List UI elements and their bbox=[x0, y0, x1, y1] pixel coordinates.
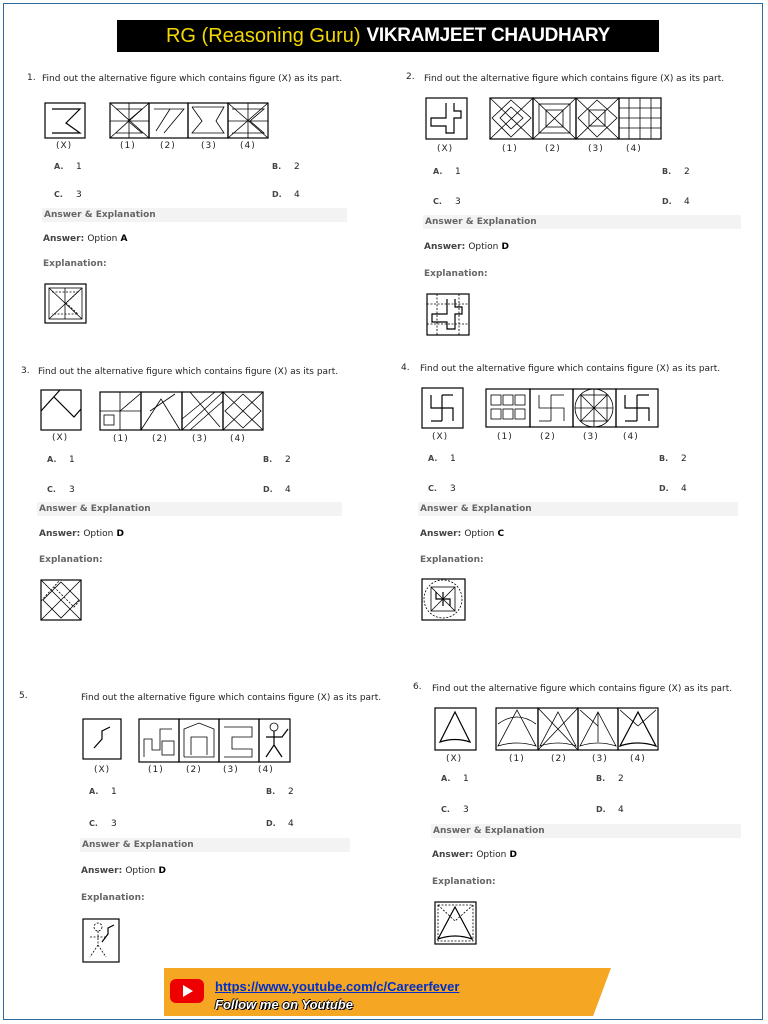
label-1: (1) bbox=[113, 434, 129, 444]
explanation-figure bbox=[434, 901, 478, 947]
label-x: (X) bbox=[432, 432, 449, 442]
option-c: C. 3 bbox=[47, 485, 75, 495]
explanation-label: Explanation: bbox=[420, 555, 484, 565]
answer-line: Answer: Option A bbox=[43, 234, 128, 244]
youtube-link[interactable]: https://www.youtube.com/c/Careerfever bbox=[215, 979, 460, 994]
answer-line: Answer: Option D bbox=[432, 850, 517, 860]
explanation-figure bbox=[426, 293, 472, 337]
answer-explanation-header[interactable]: Answer & Explanation bbox=[418, 502, 738, 516]
question-number: 2. bbox=[406, 72, 415, 82]
label-2: (2) bbox=[545, 144, 561, 154]
banner-brand: RG (Reasoning Guru) bbox=[165, 24, 361, 47]
youtube-icon[interactable] bbox=[170, 979, 204, 1003]
option-a: A. 1 bbox=[441, 774, 469, 784]
label-1: (1) bbox=[120, 141, 136, 151]
label-1: (1) bbox=[509, 754, 525, 764]
option-c: C. 3 bbox=[433, 197, 461, 207]
option-a: A. 1 bbox=[47, 455, 75, 465]
explanation-figure bbox=[44, 283, 88, 325]
option-d: D. 4 bbox=[662, 197, 690, 207]
label-x: (X) bbox=[52, 433, 69, 443]
answer-line: Answer: Option D bbox=[81, 866, 166, 876]
option-c: C. 3 bbox=[428, 484, 456, 494]
label-1: (1) bbox=[497, 432, 513, 442]
label-3: (3) bbox=[583, 432, 599, 442]
explanation-figure bbox=[40, 579, 84, 623]
question-number: 5. bbox=[19, 691, 28, 701]
question-number: 4. bbox=[401, 363, 410, 373]
question-text: Find out the alternative figure which contains figure (X) as its part. bbox=[42, 74, 343, 84]
answer-explanation-header[interactable]: Answer & Explanation bbox=[80, 838, 350, 852]
label-x: (X) bbox=[446, 754, 463, 764]
explanation-label: Explanation: bbox=[81, 893, 145, 903]
option-b: B. 2 bbox=[659, 454, 687, 464]
label-x: (X) bbox=[94, 765, 111, 775]
label-1: (1) bbox=[502, 144, 518, 154]
option-c: C. 3 bbox=[89, 819, 117, 829]
label-1: (1) bbox=[148, 765, 164, 775]
label-4: (4) bbox=[230, 434, 246, 444]
answer-explanation-header[interactable]: Answer & Explanation bbox=[37, 502, 342, 516]
label-4: (4) bbox=[240, 141, 256, 151]
label-3: (3) bbox=[192, 434, 208, 444]
label-2: (2) bbox=[551, 754, 567, 764]
label-2: (2) bbox=[160, 141, 176, 151]
label-x: (X) bbox=[56, 141, 73, 151]
option-b: B. 2 bbox=[662, 167, 690, 177]
option-d: D. 4 bbox=[659, 484, 687, 494]
question-text: Find out the alternative figure which contains figure (X) as its part. bbox=[420, 364, 721, 374]
label-4: (4) bbox=[258, 765, 274, 775]
figure-row bbox=[434, 706, 664, 752]
explanation-label: Explanation: bbox=[43, 259, 107, 269]
label-3: (3) bbox=[223, 765, 239, 775]
label-3: (3) bbox=[592, 754, 608, 764]
option-d: D. 4 bbox=[263, 485, 291, 495]
option-a: A. 1 bbox=[428, 454, 456, 464]
figure-row bbox=[40, 389, 268, 433]
answer-explanation-header[interactable]: Answer & Explanation bbox=[431, 824, 741, 838]
answer-explanation-header[interactable]: Answer & Explanation bbox=[423, 215, 741, 229]
question-text: Find out the alternative figure which contains figure (X) as its part. bbox=[81, 693, 382, 703]
banner-author: VIKRAMJEET CHAUDHARY bbox=[366, 25, 610, 46]
answer-line: Answer: Option D bbox=[424, 242, 509, 252]
question-text: Find out the alternative figure which contains figure (X) as its part. bbox=[38, 367, 339, 377]
figure-row bbox=[82, 717, 292, 763]
option-a: A. 1 bbox=[54, 162, 82, 172]
option-b: B. 2 bbox=[596, 774, 624, 784]
option-c: C. 3 bbox=[441, 805, 469, 815]
explanation-label: Explanation: bbox=[432, 877, 496, 887]
title-banner bbox=[117, 20, 659, 52]
figure-row bbox=[421, 387, 661, 431]
option-b: B. 2 bbox=[263, 455, 291, 465]
follow-text: Follow me on Youtube bbox=[215, 997, 353, 1012]
figure-row bbox=[44, 101, 274, 141]
option-a: A. 1 bbox=[89, 787, 117, 797]
question-text: Find out the alternative figure which contains figure (X) as its part. bbox=[432, 684, 733, 694]
question-number: 1. bbox=[27, 73, 36, 83]
label-x: (X) bbox=[437, 144, 454, 154]
option-d: D. 4 bbox=[272, 190, 300, 200]
label-2: (2) bbox=[152, 434, 168, 444]
option-d: D. 4 bbox=[596, 805, 624, 815]
option-b: B. 2 bbox=[266, 787, 294, 797]
explanation-figure bbox=[421, 578, 467, 622]
option-a: A. 1 bbox=[433, 167, 461, 177]
label-3: (3) bbox=[201, 141, 217, 151]
label-3: (3) bbox=[588, 144, 604, 154]
option-c: C. 3 bbox=[54, 190, 82, 200]
label-2: (2) bbox=[540, 432, 556, 442]
answer-line: Answer: Option D bbox=[39, 529, 124, 539]
option-d: D. 4 bbox=[266, 819, 294, 829]
label-4: (4) bbox=[623, 432, 639, 442]
label-2: (2) bbox=[186, 765, 202, 775]
figure-row bbox=[425, 97, 665, 143]
explanation-figure bbox=[82, 918, 122, 964]
question-number: 6. bbox=[413, 682, 422, 692]
answer-line: Answer: Option C bbox=[420, 529, 505, 539]
option-b: B. 2 bbox=[272, 162, 300, 172]
question-number: 3. bbox=[21, 366, 30, 376]
explanation-label: Explanation: bbox=[39, 555, 103, 565]
label-4: (4) bbox=[630, 754, 646, 764]
answer-explanation-header[interactable]: Answer & Explanation bbox=[42, 208, 347, 222]
explanation-label: Explanation: bbox=[424, 269, 488, 279]
label-4: (4) bbox=[626, 144, 642, 154]
question-text: Find out the alternative figure which contains figure (X) as its part. bbox=[424, 74, 725, 84]
